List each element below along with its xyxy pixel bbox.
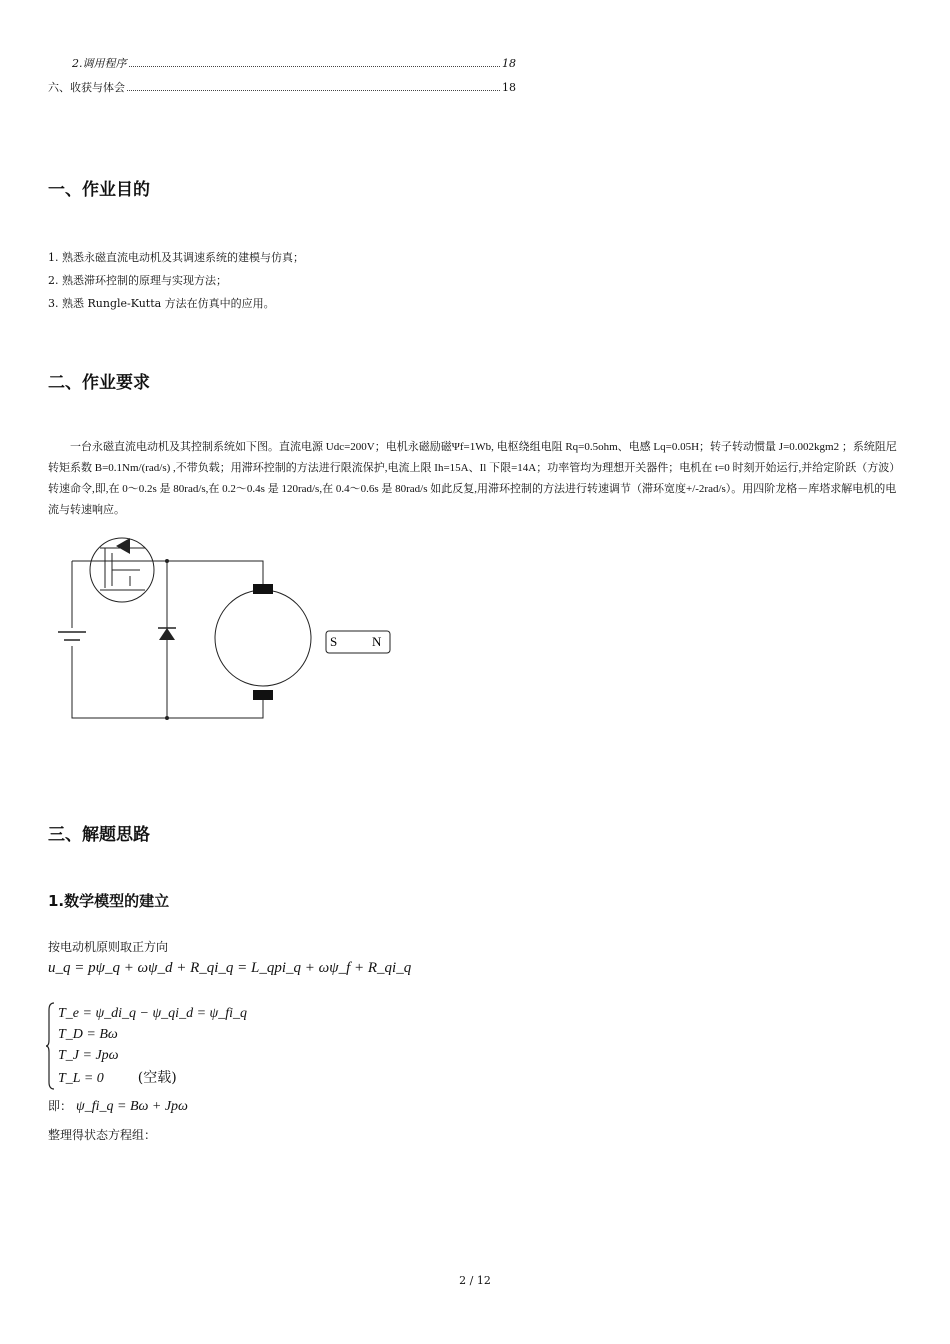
magnet-south-label: S [330, 634, 338, 649]
load-equation: T_L = 0 [58, 1071, 104, 1086]
ie-label: 即： [48, 1099, 73, 1113]
equation-system [58, 1004, 247, 1089]
section-heading: 三、解题思路 [48, 825, 150, 845]
list-item: 1. 熟悉永磁直流电动机及其调速系统的建模与仿真； [48, 251, 304, 264]
torque-equation: T_e = ψ_di_q − ψ_qi_d = ψ_fi_q [58, 1006, 247, 1021]
toc-entry[interactable] [72, 55, 516, 71]
list-item: 3. 熟悉 Rungle-Kutta 方法在仿真中的应用。 [48, 297, 275, 310]
damping-equation: T_D = Bω [58, 1027, 118, 1042]
toc-page: 18 [502, 81, 516, 94]
toc-entry[interactable] [48, 79, 516, 95]
subsection-heading: 1.数学模型的建立 [48, 892, 170, 910]
motion-equation: ψ_fi_q = Bω + Jpω [76, 1099, 188, 1114]
intro-text: 按电动机原则取正方向 [48, 940, 169, 954]
voltage-equation: u_q = pψ_q + ωψ_d + R_qi_q = L_qpi_q + ωψ_f + R_qi_q [48, 960, 412, 976]
magnet-north-label: N [372, 634, 382, 649]
toc-leader [129, 58, 501, 67]
requirement-paragraph: 一台永磁直流电动机及其控制系统如下图。直流电源 Udc=200V；电机永磁励磁Ψf=1Wb, 电枢绕组电阻 Rq=0.5ohm、电感 Lq=0.05H；转子转动惯量 J=0.002kgm2 ；系统阻尼转矩系数 B=0.1Nm/(rad/s) ,不带负载；用滞环控制的方法进行限流保护,电流上限 Ih=15A、Il 下限=14A；功率管均为理想开关器件；电机在 t=0 时刻开始运行,并给定阶跃（方波）转速命令,即,在 0～0.2s 是 80rad/s,在 0.2～0.4s 是 120rad/s,在 0.4～0.6s 是 80rad/s 如此反复,用滞环控制的方法进行转速调节（滞环宽度+/-2rad/s）。用四阶龙格－库塔求解电机的电流与转速响应。 [48, 441, 901, 516]
toc-leader [127, 82, 500, 91]
section-heading: 二、作业要求 [48, 373, 150, 393]
inertia-equation: T_J = Jpω [58, 1048, 119, 1063]
page-number: 2 / 12 [459, 1274, 491, 1287]
toc-page: 18 [502, 57, 516, 70]
circuit-diagram [50, 528, 400, 728]
state-equation-label: 整理得状态方程组： [48, 1128, 157, 1142]
toc-label: 2.调用程序 [72, 57, 127, 70]
toc-label: 六、收获与体会 [48, 81, 125, 94]
equation-brace [46, 1002, 56, 1090]
section-heading: 一、作业目的 [48, 180, 150, 200]
noload-note: (空载) [137, 1070, 177, 1086]
list-item: 2. 熟悉滞环控制的原理与实现方法； [48, 274, 227, 287]
motion-equation-row [48, 1097, 188, 1117]
